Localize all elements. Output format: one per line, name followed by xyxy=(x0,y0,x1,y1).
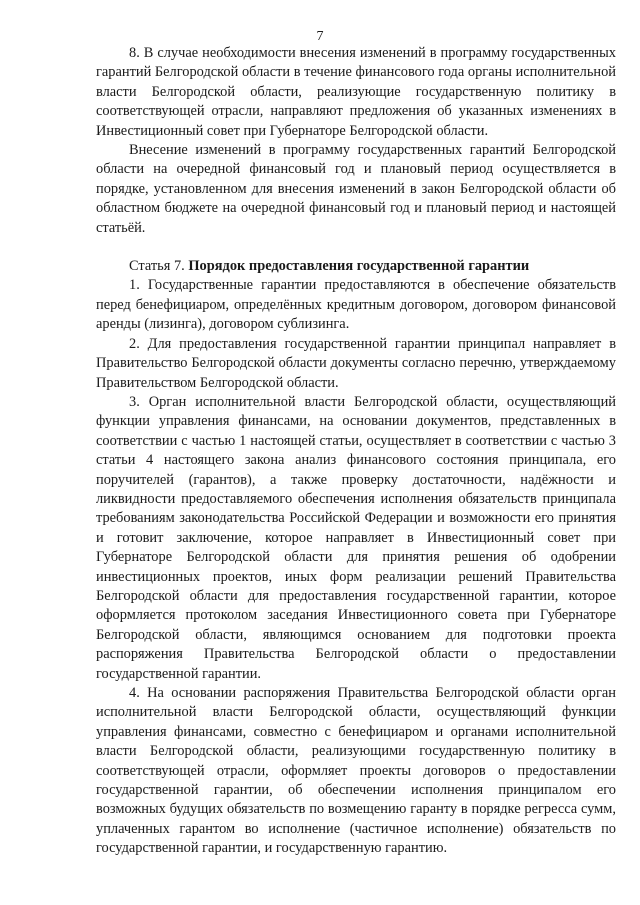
article-7-heading xyxy=(96,257,616,276)
document-body xyxy=(96,44,616,859)
article-7-paragraph-1: 1. Государственные гарантии предоставляются в обеспечение обязательств перед бенефициаром, определённых кредитным договором, договором финансовой аренды (лизинга), договором сублизинга. xyxy=(96,277,616,333)
paragraph-8: 8. В случае необходимости внесения изменений в программу государственных гарантий Белгородской области в течение финансового года органы исполнительной власти Белгородской области, реализующие государственную политику в соответствующей отрасли, направляют предложения об указанных изменениях в Инвестиционный совет при Губернаторе Белгородской области. xyxy=(96,45,616,139)
article-7-paragraph-4: 4. На основании распоряжения Правительства Белгородской области орган исполнительной власти Белгородской области, осуществляющий функции управления финансами, совместно с бенефициаром и органами исполнительной власти Белгородской области, реализующими государственную политику в соответствующей отрасли, оформляет проекты договоров о предоставлении государственной гарантии, об обеспечении исполнения принципалом его возможных будущих обязательств по возмещению гаранту в порядке регресса сумм, уплаченных гарантом во исполнение (частичное исполнение) обязательств по государственной гарантии, и государственную гарантию. xyxy=(96,685,616,857)
article-7-prefix: Статья 7. xyxy=(129,258,185,275)
article-7-title: Порядок предоставления государственной гарантии xyxy=(188,258,530,275)
article-7-paragraph-3: 3. Орган исполнительной власти Белгородской области, осуществляющий функции управления финансами, на основании документов, представленных в соответствии с частью 1 настоящей статьи, осуществляет в соответствии с частью 3 статьи 4 настоящего закона анализ финансового состояния принципала, его поручителей (гарантов), а также проверку достаточности, надёжности и ликвидности предоставляемого обеспечения исполнения обязательств принципала требованиям законодательства Российской Федерации и возможности его принятия и готовит заключение, которое направляет в Инвестиционный совет при Губернаторе Белгородской области для принятия решения об одобрении инвестиционных проектов, иных форм реализации решений Правительства Белгородской области для предоставления государственной гарантии, которое оформляется протоколом заседания Инвестиционного совета при Губернаторе Белгородской области, являющимся основанием для подготовки проекта распоряжения Правительства Белгородской области о предоставлении государственной гарантии. xyxy=(96,393,616,682)
paragraph-amendments: Внесение изменений в программу государственных гарантий Белгородской области на очередной финансовый год и плановый период осуществляется в порядке, установленном для внесения изменений в закон Белгородской области об областном бюджете на очередной финансовый год и плановый период и настоящей статьёй. xyxy=(96,142,616,236)
article-7-paragraph-2: 2. Для предоставления государственной гарантии принципал направляет в Правительство Белгородской области документы согласно перечню, утверждаемому Правительством Белгородской области. xyxy=(96,335,616,391)
page-number: 7 xyxy=(316,29,324,44)
